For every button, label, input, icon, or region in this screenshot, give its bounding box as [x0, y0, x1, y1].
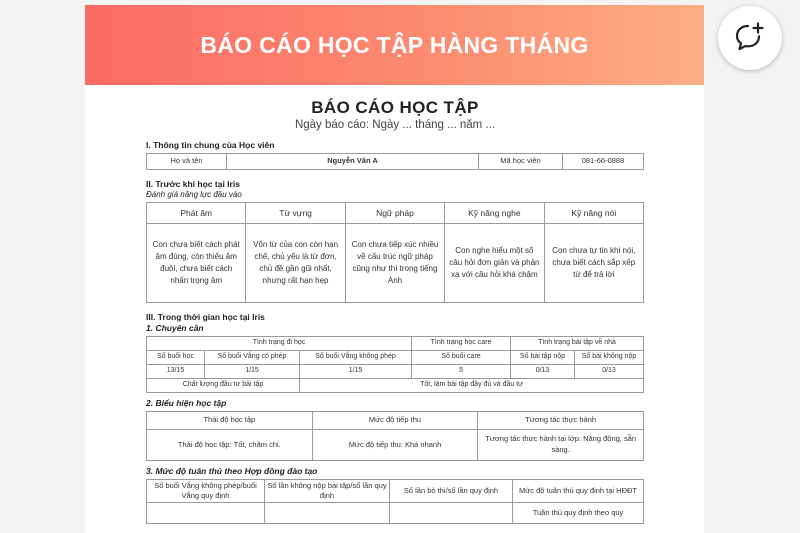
value-cell: 1/15: [300, 365, 412, 379]
compliance-header: Số lần bỏ thi/số lần quy định: [390, 480, 513, 503]
report-date: Ngày báo cáo: Ngày ... tháng ... năm ...: [294, 119, 496, 131]
value-cell: 5: [412, 365, 511, 379]
attendance-table: [146, 336, 644, 393]
compliance-header: Số buổi Vắng không phép/buổi Vắng quy định: [147, 480, 265, 503]
attitude-value: Thái độ học tập: Tốt, chăm chỉ.: [147, 430, 313, 461]
id-value: 081-66-0888: [563, 154, 644, 170]
grammar-cell: Con chưa tiếp xúc nhiều về cấu trúc ngữ pháp cũng như thì trong tiếng Anh: [345, 224, 444, 303]
listening-cell: Con nghe hiểu một số câu hỏi đơn giản và phản xạ với câu hỏi khá chậm: [445, 224, 544, 303]
interaction-value: Tương tác thực hành tại lớp: Năng động, sẵn sàng.: [478, 430, 644, 461]
vocabulary-cell: Vốn từ của con còn hạn chế, chủ yếu là từ đơn, chủ đề gần gũi nhất, nhưng rất hạn hẹp: [246, 224, 345, 303]
name-value: Nguyễn Văn A: [227, 154, 479, 170]
compliance-header: Mức độ tuân thủ quy định tại HĐĐT: [513, 480, 644, 503]
absorption-value: Mức độ tiếp thu: Khá nhanh: [312, 430, 478, 461]
section2-subheading: Đánh giá năng lực đầu vào: [146, 190, 242, 199]
pronunciation-cell: Con chưa biết cách phát âm đúng, còn thiếu âm đuôi, chưa biết cách nhấn trọng âm: [147, 224, 246, 303]
report-title: BÁO CÁO HỌC TẬP: [311, 98, 479, 117]
name-label: Họ và tên: [147, 154, 227, 170]
add-comment-icon: [733, 21, 767, 55]
sub-header: Số buổi care: [412, 351, 511, 365]
behavior-heading: 2. Biểu hiện học tập: [146, 398, 227, 408]
table-row: [147, 430, 644, 461]
homework-quality-label: Chất lượng đầu tư bài tập: [147, 379, 300, 393]
attendance-group-header: Tình trạng đi học: [147, 337, 412, 351]
compliance-heading: 3. Mức độ tuân thủ theo Hợp đồng đào tạo: [146, 466, 318, 476]
sub-header: Số bài tập nộp: [511, 351, 575, 365]
table-header-row: [147, 351, 644, 365]
table-header-row: [147, 412, 644, 430]
table-header-row: [147, 337, 644, 351]
col-speaking: Kỹ năng nói: [544, 203, 643, 224]
compliance-value: Tuân thủ quy định theo quy: [513, 502, 644, 523]
care-group-header: Tình trạng học care: [412, 337, 511, 351]
header-banner: [85, 5, 704, 85]
section2-heading: II. Trước khi học tại Iris: [146, 179, 240, 189]
sub-header: Số buổi học: [147, 351, 205, 365]
col-listening: Kỹ năng nghe: [445, 203, 544, 224]
col-grammar: Ngữ pháp: [345, 203, 444, 224]
behavior-header: Thái độ học tập: [147, 412, 313, 430]
sub-header: Số buổi Vắng không phép: [300, 351, 412, 365]
table-header-row: [147, 480, 644, 503]
behavior-table: [146, 411, 644, 461]
report-document: [85, 98, 704, 524]
homework-group-header: Tình trạng bài tập về nhà: [511, 337, 644, 351]
value-cell: 0/13: [575, 365, 644, 379]
value-cell: 13/15: [147, 365, 205, 379]
table-row: [147, 224, 644, 303]
id-label: Mã học viên: [479, 154, 563, 170]
sub-header: Số bài không nộp: [575, 351, 644, 365]
section3-heading: III. Trong thời gian học tại Iris: [146, 312, 265, 322]
section1-heading: I. Thông tin chung của Học viên: [146, 140, 275, 150]
banner-title: BÁO CÁO HỌC TẬP HÀNG THÁNG: [200, 31, 589, 58]
sub-header: Số buổi Vắng có phép: [205, 351, 300, 365]
behavior-header: Mức độ tiếp thu: [312, 412, 478, 430]
col-vocabulary: Từ vựng: [246, 203, 345, 224]
table-row: [147, 379, 644, 393]
homework-quality-value: Tốt, làm bài tập đầy đủ và đầu tư: [300, 379, 644, 393]
compliance-header: Số lần không nộp bài tập/số lần quy định: [265, 480, 390, 503]
table-row: [147, 365, 644, 379]
table-row: [147, 154, 644, 170]
add-comment-button[interactable]: [718, 6, 782, 70]
attendance-heading: 1. Chuyên cần: [146, 323, 204, 333]
entry-assessment-table: [146, 202, 644, 303]
col-pronunciation: Phát âm: [147, 203, 246, 224]
value-cell: 0/13: [511, 365, 575, 379]
table-row: [147, 502, 644, 523]
value-cell: 1/15: [205, 365, 300, 379]
table-header-row: [147, 203, 644, 224]
behavior-header: Tương tác thực hành: [478, 412, 644, 430]
speaking-cell: Con chưa tự tin khi nói, chưa biết cách sắp xếp từ để trả lời: [544, 224, 643, 303]
report-page: [85, 5, 704, 533]
compliance-table: [146, 479, 644, 524]
student-info-table: [146, 153, 644, 170]
